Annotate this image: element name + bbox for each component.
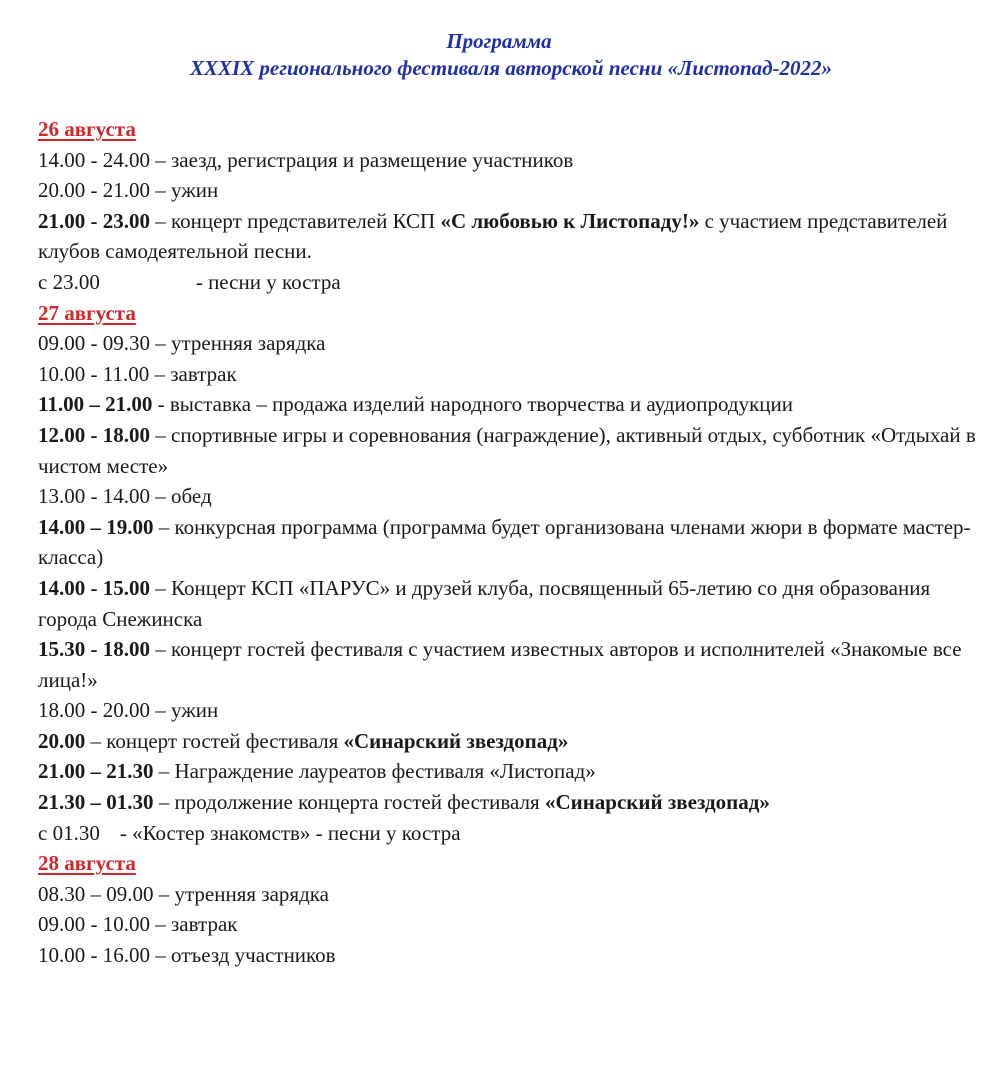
schedule-entry (38, 145, 978, 176)
schedule-entry (38, 818, 978, 849)
entry-time: 15.30 - 18.00 (38, 637, 150, 662)
entry-sep: – (150, 208, 171, 233)
entry-time: 11.00 – 21.00 (38, 392, 153, 417)
entry-time: 18.00 - 20.00 (38, 698, 150, 723)
schedule-entry (38, 175, 978, 206)
entry-text: завтрак (171, 912, 238, 937)
day-heading: 27 августа (38, 300, 136, 325)
schedule-entry (38, 206, 978, 267)
entry-time: 21.00 - 23.00 (38, 208, 150, 233)
entry-highlight: «Синарский звездопад» (343, 728, 569, 753)
schedule-entry (38, 573, 978, 634)
entry-time: 20.00 - 21.00 (38, 178, 150, 203)
entry-sep: – (149, 361, 171, 386)
entry-sep: – (150, 575, 171, 600)
entry-sep: – (150, 698, 171, 723)
schedule-entry (38, 389, 978, 420)
day-heading: 26 августа (38, 117, 136, 141)
entry-sep: – (150, 637, 171, 662)
entry-text: завтрак (170, 361, 237, 386)
entry-text: выставка – продажа изделий народного творчества и аудиопродукции (169, 392, 793, 417)
entry-time: 20.00 (38, 728, 86, 753)
entry-text: концерт представителей КСП (171, 208, 441, 233)
entry-time: с 23.00 (38, 269, 100, 294)
entry-sep: – (150, 943, 171, 968)
schedule-entry (38, 940, 978, 971)
entry-text: отъезд участников (171, 943, 336, 968)
entry-sep: – (153, 514, 175, 539)
entry-text: Награждение лауреатов фестиваля «Листопад» (174, 759, 596, 784)
entry-time: 14.00 - 15.00 (38, 575, 150, 600)
entry-text: концерт гостей фестиваля (106, 728, 344, 753)
entry-time: с 01.30 (38, 820, 100, 845)
entry-text: обед (171, 484, 212, 509)
entry-sep: – (150, 147, 171, 172)
entry-time: 09.00 - 09.30 (38, 331, 150, 356)
schedule-entry (38, 359, 978, 390)
entry-sep: – (150, 331, 171, 356)
entry-highlight: «Синарский звездопад» (544, 790, 770, 815)
entry-text: ужин (171, 698, 219, 723)
schedule-entry (38, 512, 978, 573)
entry-text: заезд, регистрация и размещение участников (171, 147, 574, 172)
entry-time: 14.00 - 24.00 (38, 147, 150, 172)
entry-sep: – (150, 178, 171, 203)
entry-time: 14.00 – 19.00 (38, 514, 154, 539)
entry-sep: – (153, 881, 175, 906)
schedule-entry (38, 267, 978, 298)
entry-time: 21.00 – 21.30 (38, 759, 154, 784)
entry-text: ужин (171, 178, 219, 203)
festival-subtitle: XXXIX регионального фестиваля авторской песни «Листопад-2022» (189, 56, 833, 80)
entry-time: 12.00 - 18.00 (38, 422, 150, 447)
entry-text: утренняя зарядка (171, 331, 326, 356)
entry-time: 10.00 - 11.00 (38, 361, 150, 386)
entry-sep: - (152, 392, 170, 417)
schedule-entry (38, 726, 978, 757)
entry-text: Концерт КСП «ПАРУС» и друзей клуба, посвященный 65-летию со дня образования города Снежинска (38, 575, 931, 631)
schedule-entry (38, 634, 978, 695)
entry-sep: – (150, 912, 171, 937)
entry-highlight: «С любовью к Листопаду!» (440, 208, 700, 233)
entry-time: 10.00 - 16.00 (38, 943, 150, 968)
program-title: Программа (446, 29, 552, 53)
schedule-entry (38, 909, 978, 940)
entry-text: продолжение концерта гостей фестиваля (174, 790, 545, 815)
entry-sep: – (150, 422, 171, 447)
schedule-entry (38, 420, 978, 481)
schedule-entry (38, 787, 978, 818)
entry-sep: – (153, 759, 175, 784)
schedule-entry (38, 879, 978, 910)
entry-time: 13.00 - 14.00 (38, 484, 150, 509)
entry-sep: – (150, 484, 171, 509)
entry-sep: – (153, 790, 175, 815)
entry-text: - «Костер знакомств» - песни у костра (119, 820, 461, 845)
entry-time: 08.30 – 09.00 (38, 881, 154, 906)
schedule-entry (38, 328, 978, 359)
entry-text: - песни у костра (195, 269, 341, 294)
entry-text: утренняя зарядка (174, 881, 329, 906)
entry-text: с участием представителей клубов самодеятельной песни. (38, 208, 948, 264)
schedule-entry (38, 695, 978, 726)
schedule (38, 114, 978, 971)
entry-text: концерт гостей фестиваля с участием известных авторов и исполнителей «Знакомые все лица!» (38, 637, 962, 692)
entry-sep: – (85, 728, 107, 753)
entry-time: 09.00 - 10.00 (38, 912, 150, 937)
schedule-entry (38, 481, 978, 512)
day-heading: 28 августа (38, 851, 136, 876)
entry-text: конкурсная программа (программа будет организована членами жюри в формате мастер-класса) (38, 514, 971, 570)
document-header (0, 28, 998, 82)
schedule-entry (38, 756, 978, 787)
entry-text: спортивные игры и соревнования (награждение), активный отдых, субботник «Отдыхай в чистом месте» (38, 422, 976, 478)
entry-time: 21.30 – 01.30 (38, 790, 154, 815)
